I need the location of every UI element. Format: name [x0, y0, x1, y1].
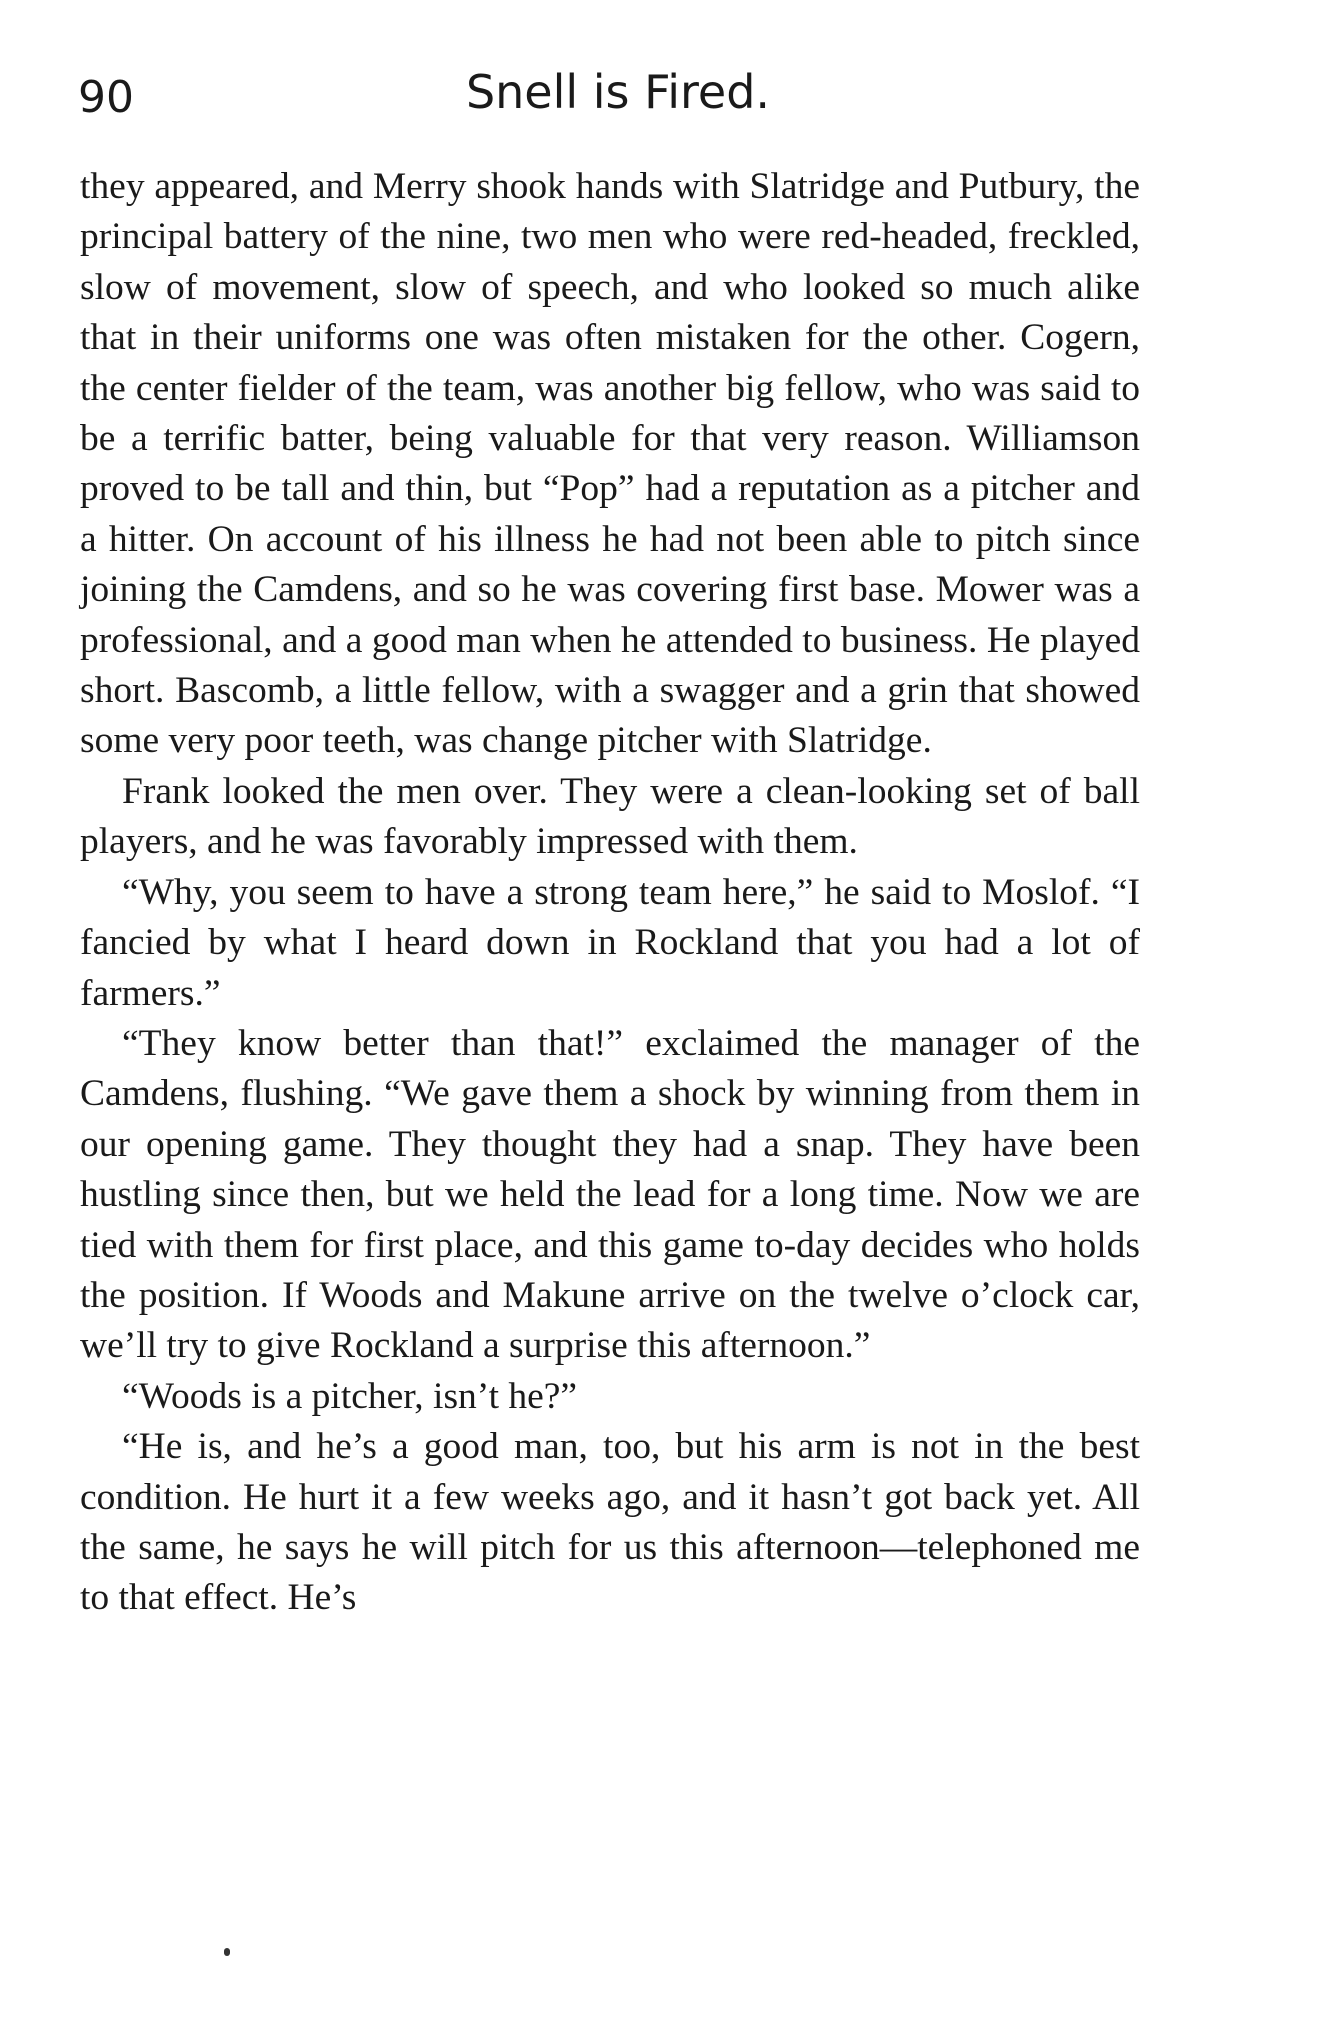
body-text [80, 162, 1140, 1624]
running-title: Snell is Fired. [465, 65, 771, 119]
page-number: 90 [78, 72, 134, 123]
page-header [78, 62, 1138, 142]
paragraph: “Why, you seem to have a strong team here,” he said to Moslof. “I fancied by what I heard down in Rockland that you had a lot of farmers.” [80, 871, 1140, 1014]
paragraph: Frank looked the men over. They were a clean-looking set of ball players, and he was favorably impressed with them. [80, 770, 1140, 863]
ink-speck [224, 1948, 230, 1956]
paragraph: “They know better than that!” exclaimed the manager of the Camdens, flushing. “We gave them a shock by winning from them in our opening game. They thought they had a snap. They have been hustling since then, but we held the lead for a long time. Now we are tied with them for first place, and this game to-day decides who holds the position. If Woods and Makune arrive on the twelve o’clock car, we’ll try to give Rockland a surprise this afternoon.” [80, 1022, 1140, 1367]
paragraph: they appeared, and Merry shook hands with Slatridge and Putbury, the principal battery of the nine, two men who were red-headed, freckled, slow of movement, slow of speech, and who looked so much alike that in their uniforms one was often mistaken for the other. Cogern, the center fielder of the team, was another big fellow, who was said to be a terrific batter, being valuable for that very reason. Williamson proved to be tall and thin, but “Pop” had a reputation as a pitcher and a hitter. On account of his illness he had not been able to pitch since joining the Camdens, and so he was covering first base. Mower was a professional, and a good man when he attended to business. He played short. Bascomb, a little fellow, with a swagger and a grin that showed some very poor teeth, was change pitcher with Slatridge. [80, 166, 1140, 762]
paragraph: “He is, and he’s a good man, too, but his arm is not in the best condition. He hurt it a few weeks ago, and it hasn’t got back yet. All the same, he says he will pitch for us this afternoon—telephoned me to that effect. He’s [80, 1426, 1140, 1619]
paragraph: “Woods is a pitcher, isn’t he?” [122, 1375, 578, 1417]
